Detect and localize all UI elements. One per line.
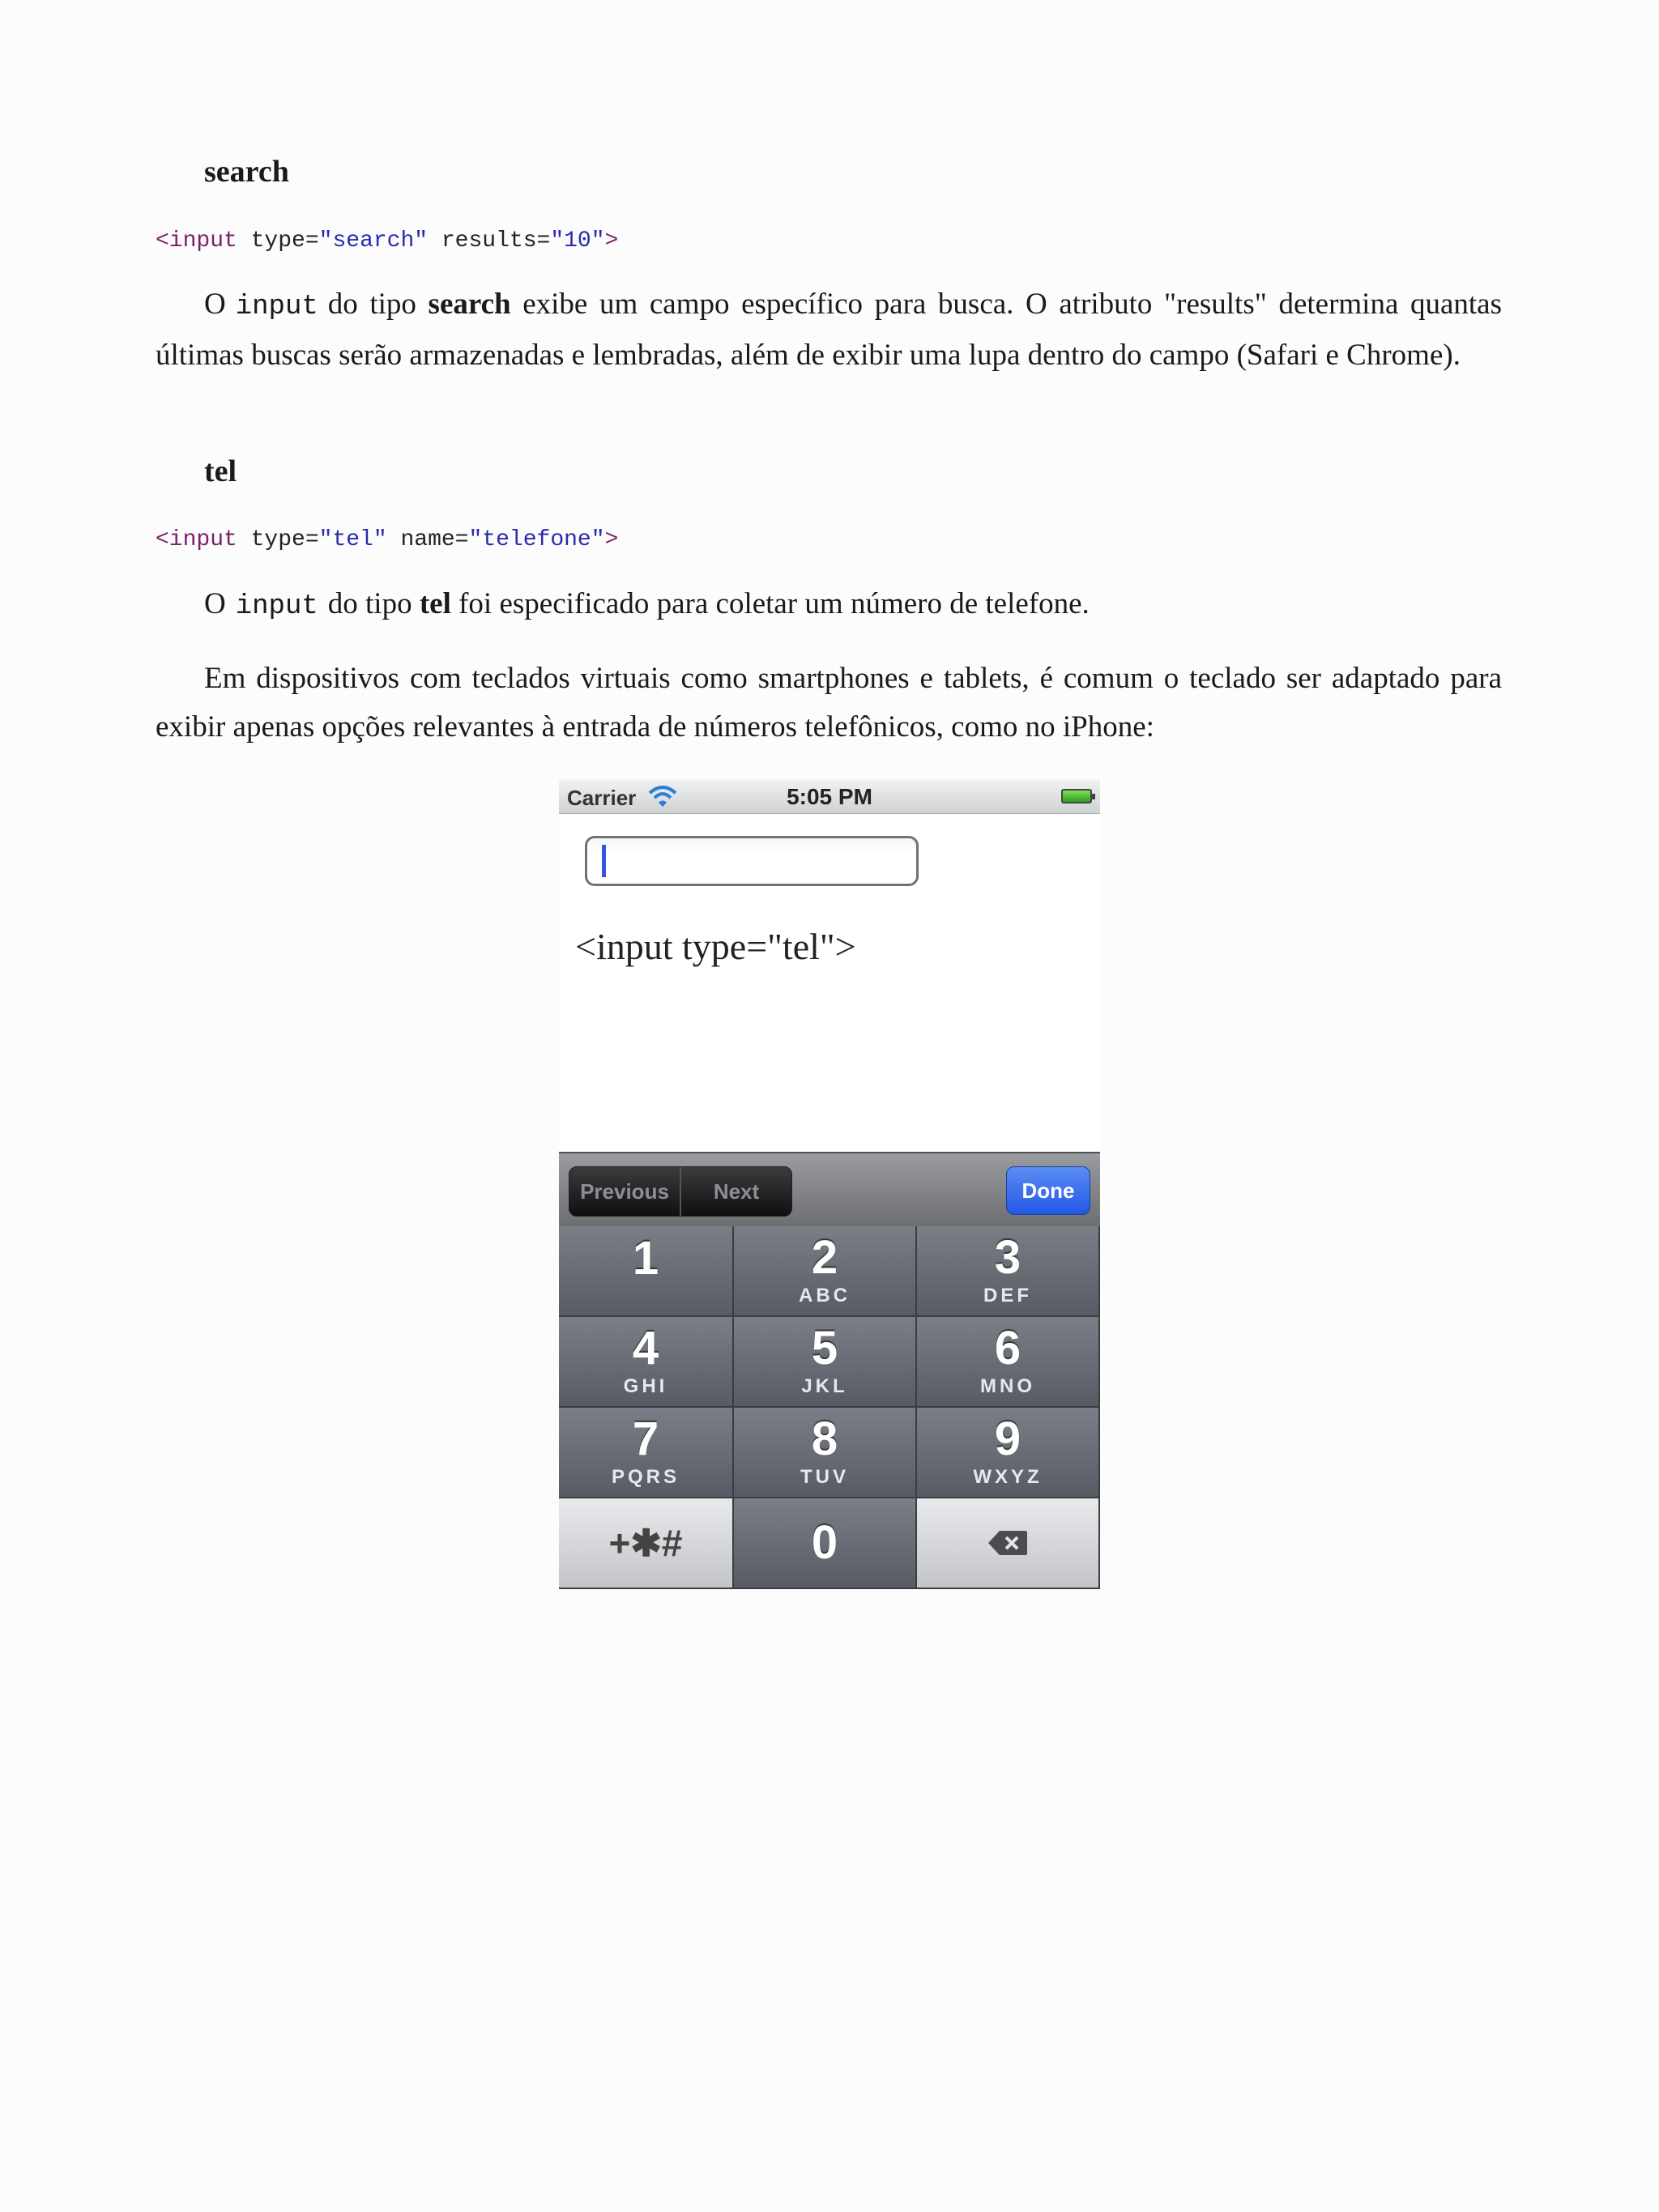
inline-code: input (235, 292, 318, 322)
code-attr: type= (237, 527, 319, 552)
code-tag: <input (156, 228, 237, 254)
key-0[interactable] (734, 1498, 917, 1589)
key-backspace[interactable] (917, 1498, 1100, 1589)
code-value: "search" (318, 228, 429, 254)
key-letters: ABC (799, 1285, 851, 1306)
para-bold: search (428, 288, 511, 321)
key-number: 3 (994, 1231, 1021, 1284)
key-letters: DEF (983, 1285, 1032, 1306)
code-attr: results= (428, 228, 551, 254)
key-5[interactable] (734, 1317, 917, 1408)
paragraph-search (156, 280, 1502, 380)
heading-tel: tel (204, 454, 237, 488)
key-number: 6 (994, 1322, 1021, 1375)
status-time: 5:05 PM (787, 784, 872, 809)
code-tag: <input (156, 527, 237, 552)
carrier-label: Carrier (567, 786, 637, 810)
key-letters: PQRS (611, 1466, 680, 1488)
code-value: "tel" (318, 527, 387, 552)
code-attr: name= (386, 527, 469, 552)
key-letters: MNO (980, 1375, 1035, 1397)
para-text: do tipo (327, 288, 416, 321)
para-lead: O (204, 587, 226, 620)
para-lead: O (204, 288, 226, 321)
code-value: "10" (550, 228, 605, 254)
tel-input-field[interactable] (585, 836, 919, 886)
inline-code: input (235, 591, 318, 622)
key-number: 7 (632, 1413, 659, 1465)
key-7[interactable] (559, 1408, 734, 1498)
code-search (156, 228, 618, 254)
para-text: exibe um campo específico para busca. O atributo "results" determina quantas últimas buscas serão armazenadas e lembradas, além de exibir uma lupa dentro do campo (Safari e Chrome). (156, 288, 1503, 372)
para-text: foi especificado para coletar um número de telefone. (458, 587, 1090, 620)
key-letters: GHI (623, 1375, 668, 1397)
keyboard-toolbar (559, 1152, 1100, 1228)
key-8[interactable] (734, 1408, 917, 1498)
key-letters: WXYZ (973, 1466, 1043, 1488)
status-bar (559, 779, 1100, 814)
key-letters: JKL (801, 1375, 848, 1397)
prev-next-segmented (569, 1166, 792, 1217)
code-tel (156, 527, 618, 552)
key-number: 0 (811, 1516, 838, 1569)
key-number: 9 (994, 1413, 1021, 1465)
key-number: 4 (632, 1322, 659, 1375)
battery-icon (1061, 789, 1092, 803)
key-number: 5 (811, 1322, 838, 1375)
key-number: 1 (632, 1232, 659, 1285)
previous-button[interactable]: Previous (580, 1178, 669, 1204)
text-caret (602, 845, 606, 877)
backspace-icon (987, 1529, 1029, 1557)
key-2[interactable] (734, 1226, 917, 1317)
key-number: +✱# (608, 1522, 683, 1564)
key-9[interactable] (917, 1408, 1100, 1498)
key-symbols[interactable] (559, 1498, 734, 1589)
key-number: 2 (811, 1231, 838, 1284)
key-3[interactable] (917, 1226, 1100, 1317)
next-button[interactable]: Next (680, 1167, 791, 1216)
code-attr: type= (237, 228, 319, 254)
key-1[interactable] (559, 1226, 734, 1317)
code-value: "telefone" (468, 527, 605, 552)
key-6[interactable] (917, 1317, 1100, 1408)
key-number: 8 (811, 1413, 838, 1465)
paragraph-devices: Em dispositivos com teclados virtuais como smartphones e tablets, é comum o teclado ser adaptado para exibir apenas opções relevantes à entrada de números telefônicos, como no iPhone: (156, 662, 1502, 744)
code-tag: > (604, 228, 619, 254)
code-tag: > (604, 527, 619, 552)
phone-keypad (559, 1226, 1100, 1589)
tel-caption: <input type="tel"> (575, 926, 856, 967)
para-text: do tipo (327, 587, 412, 620)
para-bold: tel (419, 587, 451, 620)
heading-search: search (204, 155, 289, 189)
key-4[interactable] (559, 1317, 734, 1408)
key-letters: TUV (800, 1466, 849, 1488)
done-button[interactable]: Done (1006, 1166, 1090, 1215)
paragraph-tel (156, 580, 1502, 631)
iphone-screenshot (559, 779, 1100, 1589)
